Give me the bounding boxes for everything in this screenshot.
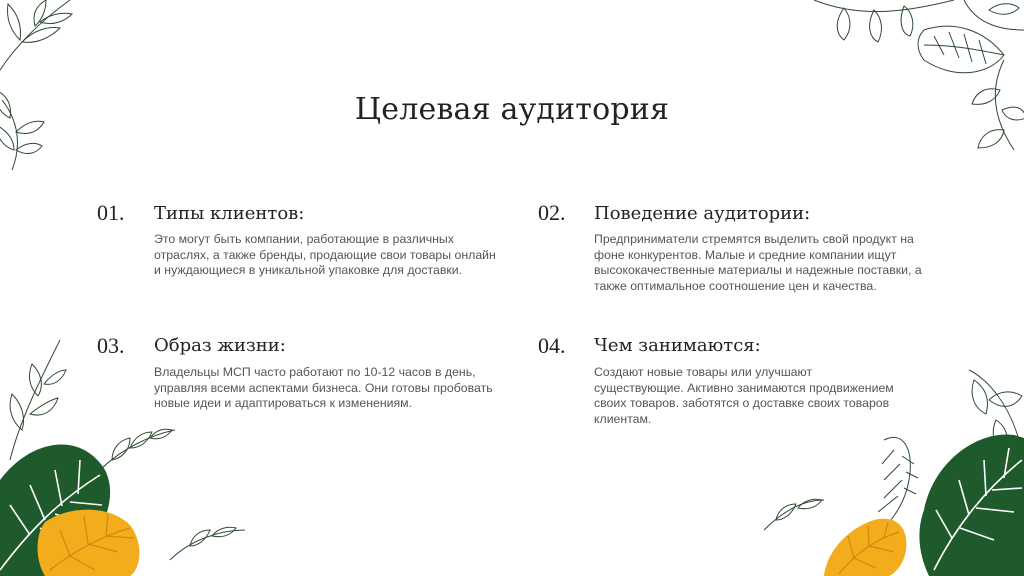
slide-title: Целевая аудитория xyxy=(354,92,670,127)
item-2-heading: Поведение аудитории: xyxy=(594,203,811,224)
top-right-leaves-decoration xyxy=(804,0,1024,165)
item-4-text: Создают новые товары или улучшают существующие. Активно занимаются продвижением своих товаров. заботятся о доставке своих товаров клиентам. xyxy=(594,365,894,426)
item-1-text: Это могут быть компании, работающие в различных отраслях, а также бренды, продающие свои товары онлайн и нуждающиеся в уникальной упаковке для доставки. xyxy=(154,232,496,277)
item-1-heading: Типы клиентов: xyxy=(154,203,305,224)
item-3-number: 03. xyxy=(97,333,125,358)
top-left-leaves-decoration xyxy=(0,0,120,175)
item-3-heading: Образ жизни: xyxy=(154,335,286,356)
item-4-heading: Чем занимаются: xyxy=(594,335,761,356)
item-3-text: Владельцы МСП часто работают по 10-12 часов в день, управляя всеми аспектами бизнеса. Они готовы пробовать новые идеи и адаптироваться к изменениям. xyxy=(154,365,493,410)
item-4-number: 04. xyxy=(538,333,566,358)
item-2-text: Предприниматели стремятся выделить свой продукт на фоне конкурентов. Малые и средние компании ищут высококачественные материалы и надежные поставки, а также оптимальное соотношение цен и качества. xyxy=(594,232,922,293)
item-2-number: 02. xyxy=(538,200,566,225)
item-1-number: 01. xyxy=(97,200,125,225)
